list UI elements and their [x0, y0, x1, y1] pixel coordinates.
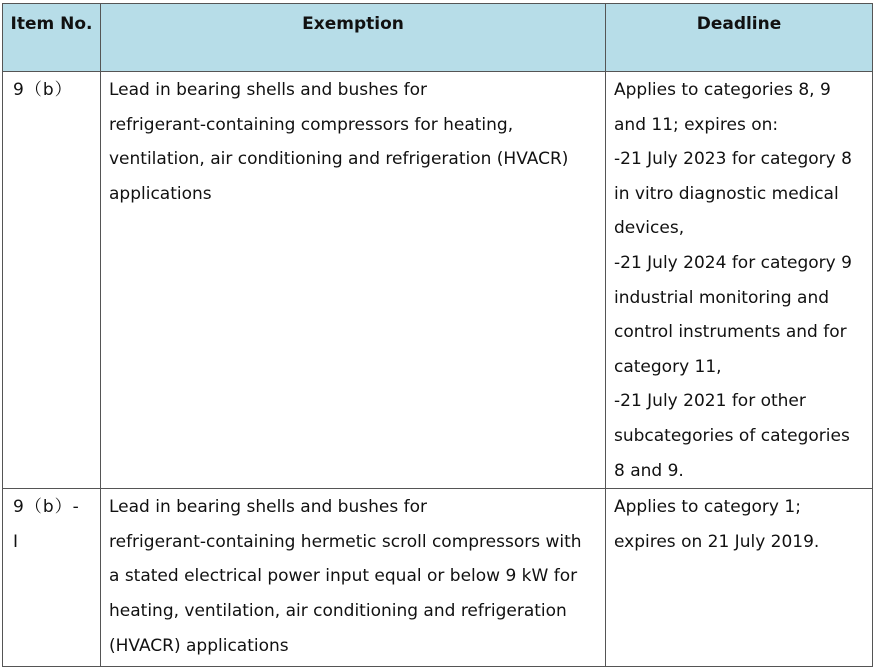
deadline-line: in vitro diagnostic medical	[614, 183, 839, 204]
deadline-line: industrial monitoring and	[614, 287, 830, 308]
exemption-table	[2, 3, 873, 667]
exemption-line: applications	[109, 183, 212, 204]
deadline-line: -21 July 2024 for category 9	[614, 252, 852, 273]
exemption-line: heating, ventilation, air conditioning and refrigeration	[109, 600, 567, 621]
item-no-line: I	[13, 531, 20, 552]
header-item-no	[3, 4, 101, 72]
deadline-cell	[606, 72, 873, 489]
deadline-line: devices,	[614, 218, 685, 239]
item-no-line: 9（b）-	[13, 497, 80, 518]
exemption-line: refrigerant-containing compressors for heating,	[109, 114, 514, 135]
header-deadline-label: Deadline	[696, 14, 782, 34]
exemption-line: ventilation, air conditioning and refrigeration (HVACR)	[109, 149, 569, 170]
exemption-line: a stated electrical power input equal or below 9 kW for	[109, 566, 578, 587]
deadline-line: control instruments and for	[614, 322, 847, 343]
exemption-line: Lead in bearing shells and bushes for	[109, 80, 427, 100]
deadline-line: 8 and 9.	[614, 460, 684, 481]
header-deadline	[606, 4, 873, 72]
exemption-cell	[101, 489, 606, 667]
exemption-line: (HVACR) applications	[109, 635, 289, 656]
deadline-line: expires on 21 July 2019.	[614, 531, 820, 552]
deadline-line: -21 July 2023 for category 8	[614, 149, 852, 170]
table-header-row	[3, 4, 873, 72]
exemption-cell	[101, 72, 606, 489]
header-exemption-label: Exemption	[302, 14, 404, 34]
header-item-no-label: Item No.	[10, 14, 93, 34]
deadline-line: -21 July 2021 for other	[614, 391, 806, 412]
deadline-cell	[606, 489, 873, 667]
deadline-line: subcategories of categories	[614, 425, 850, 446]
item-no-cell	[3, 489, 101, 667]
item-no-cell	[3, 72, 101, 489]
header-exemption	[101, 4, 606, 72]
deadline-line: Applies to categories 8, 9	[614, 80, 831, 100]
item-no-line: 9（b）	[13, 80, 73, 100]
table-row	[3, 72, 873, 489]
exemption-line: Lead in bearing shells and bushes for	[109, 497, 427, 518]
table-row	[3, 489, 873, 667]
deadline-line: Applies to category 1;	[614, 497, 801, 518]
deadline-line: and 11; expires on:	[614, 114, 779, 135]
deadline-line: category 11,	[614, 356, 722, 377]
exemption-line: refrigerant-containing hermetic scroll compressors with	[109, 531, 582, 552]
